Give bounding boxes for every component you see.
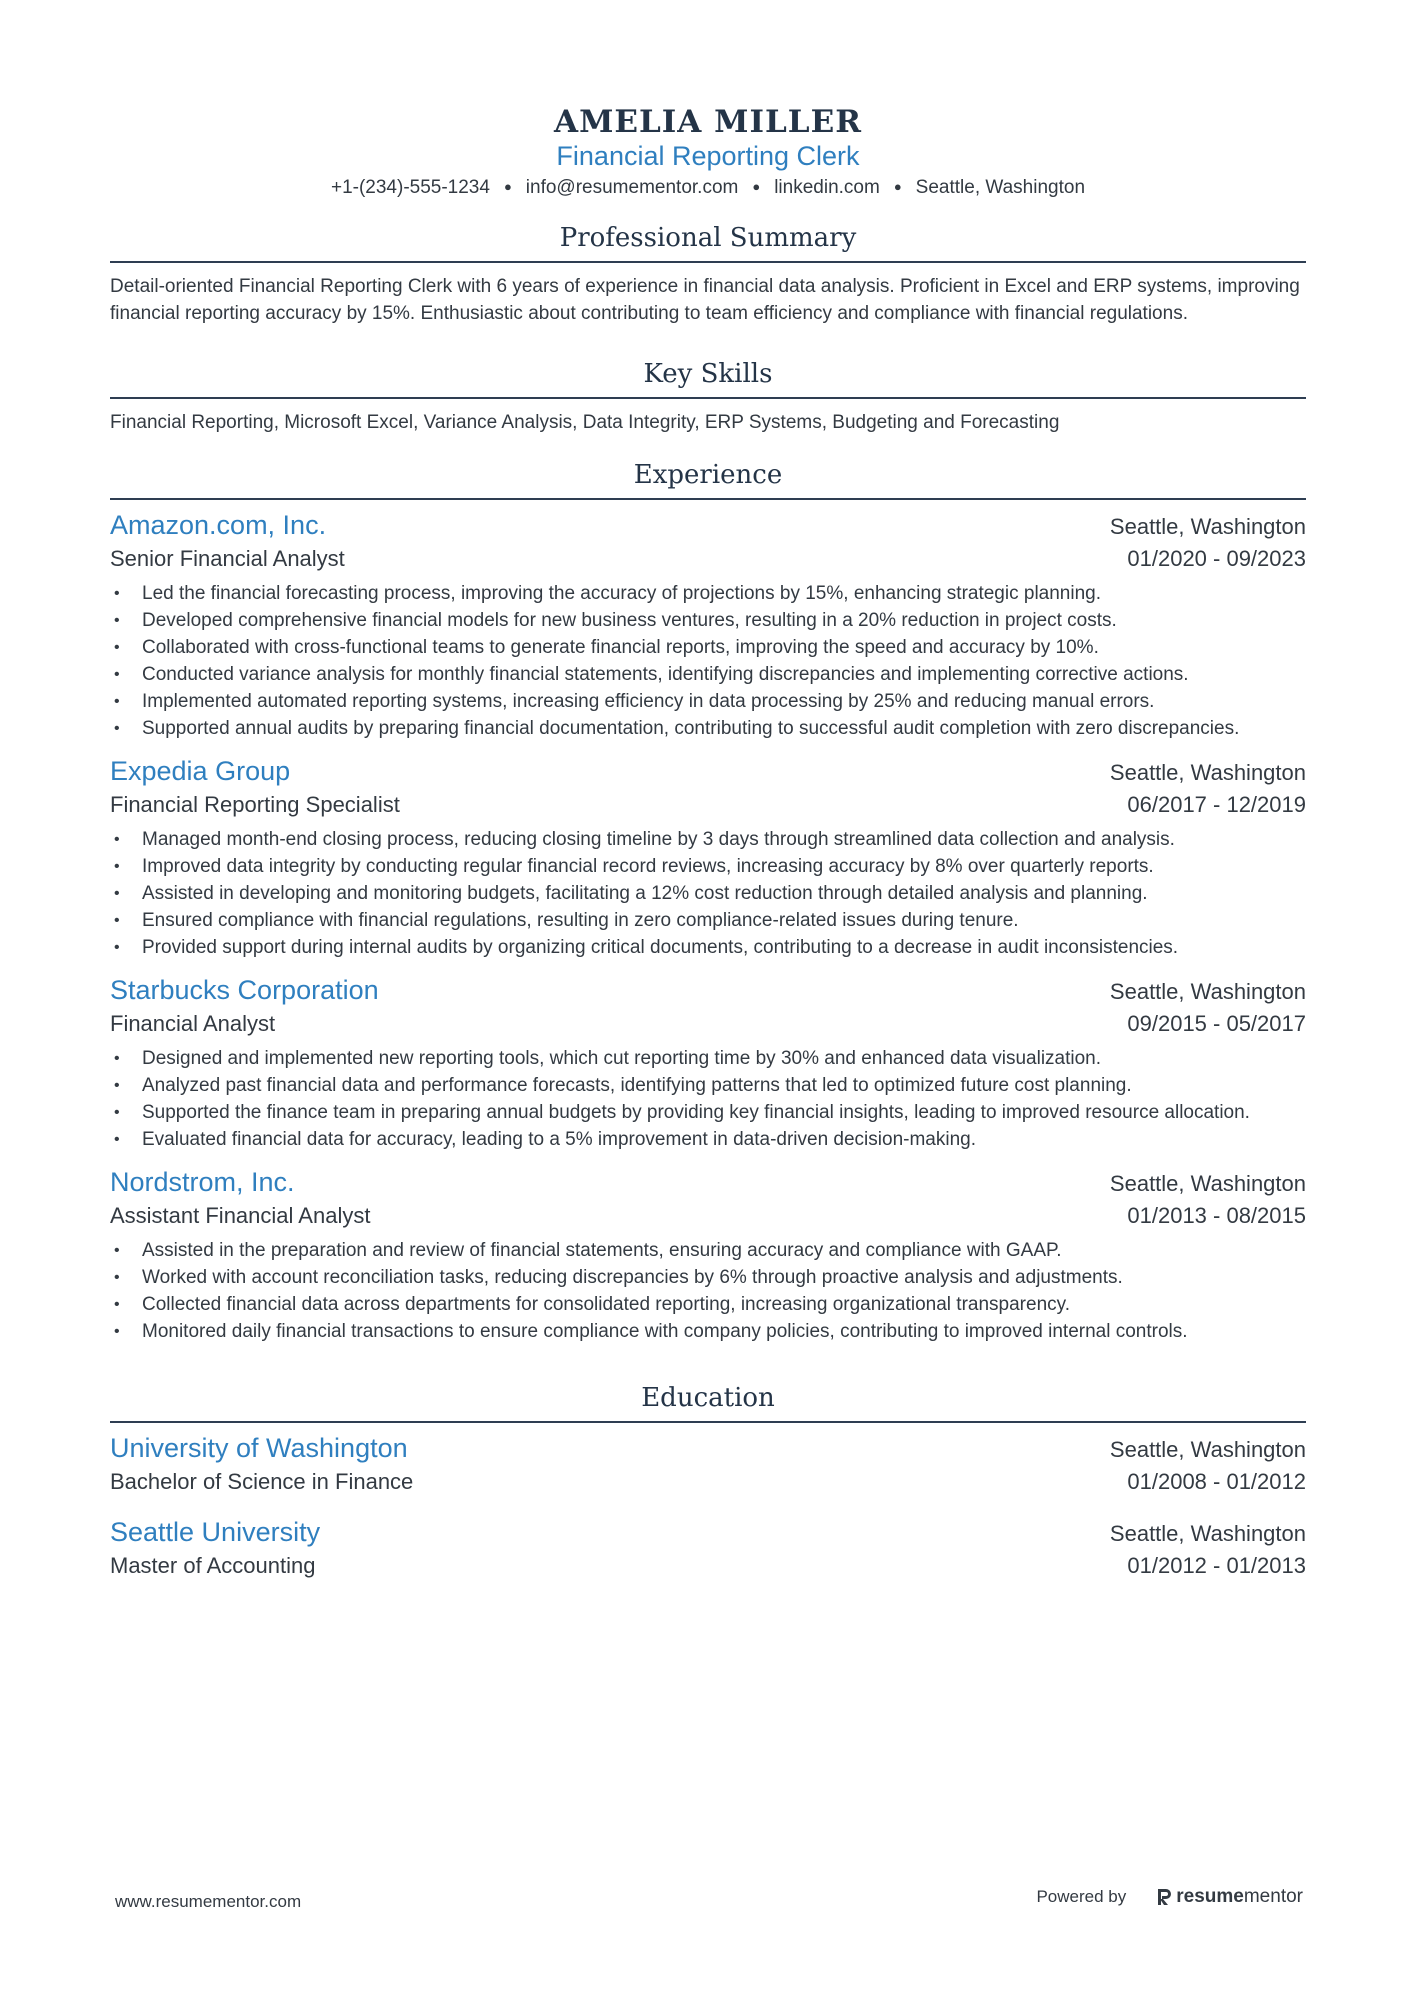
section-divider <box>110 498 1306 500</box>
powered-by-label: Powered by <box>1036 1887 1127 1906</box>
job-dates: 06/2017 - 12/2019 <box>1127 792 1306 817</box>
brand-name-bold: resume <box>1176 1886 1244 1907</box>
list-item: • Collaborated with cross-functional teams to generate financial reports, improving the speed and accuracy by 10%. <box>110 634 1306 661</box>
job-dates: 01/2020 - 09/2023 <box>1127 546 1306 571</box>
list-item: • Implemented automated reporting systems, increasing efficiency in data processing by 25% and reducing manual errors. <box>110 688 1306 715</box>
phone: +1-(234)-555-1234 <box>330 177 490 198</box>
education-entry <box>110 1515 1306 1581</box>
skills-section <box>110 357 1306 436</box>
section-heading: Professional Summary <box>559 223 857 253</box>
list-item: • Managed month-end closing process, reducing closing timeline by 3 days through streamlined data collection and analysis. <box>110 826 1306 853</box>
education-dates: 01/2012 - 01/2013 <box>1127 1553 1306 1578</box>
school-location: Seattle, Washington <box>1109 1521 1306 1546</box>
resumementor-logo-icon <box>1156 1887 1172 1907</box>
candidate-title: Financial Reporting Clerk <box>556 141 860 171</box>
location: Seattle, Washington <box>915 177 1086 198</box>
job-bullets <box>110 580 1306 742</box>
education-section <box>110 1381 1306 1581</box>
job-entry <box>110 754 1306 961</box>
job-entry <box>110 508 1306 742</box>
section-heading: Education <box>641 1383 775 1413</box>
job-role: Assistant Financial Analyst <box>110 1203 371 1228</box>
linkedin[interactable]: linkedin.com <box>774 177 880 198</box>
list-item: • Assisted in developing and monitoring budgets, facilitating a 12% cost reduction through detailed analysis and planning. <box>110 880 1306 907</box>
candidate-name: AMELIA MILLER <box>554 104 862 140</box>
list-item: • Supported annual audits by preparing financial documentation, contributing to successful audit completion with zero discrepancies. <box>110 715 1306 742</box>
brand-name-light: mentor <box>1243 1886 1303 1907</box>
summary-section <box>110 221 1306 327</box>
list-item: • Evaluated financial data for accuracy, leading to a 5% improvement in data-driven decision-making. <box>110 1126 1306 1153</box>
job-entry <box>110 1165 1306 1345</box>
list-item: • Led the financial forecasting process, improving the accuracy of projections by 15%, enhancing strategic planning. <box>110 580 1306 607</box>
job-role: Financial Reporting Specialist <box>110 792 400 817</box>
degree: Master of Accounting <box>110 1553 316 1578</box>
company-name: Amazon.com, Inc. <box>110 510 327 540</box>
resume-header <box>110 0 1306 201</box>
education-dates: 01/2008 - 01/2012 <box>1127 1469 1306 1494</box>
section-heading: Experience <box>633 460 783 490</box>
education-entry <box>110 1431 1306 1497</box>
section-heading: Key Skills <box>643 359 773 389</box>
bullet-separator: ● <box>893 179 902 194</box>
job-dates: 01/2013 - 08/2015 <box>1127 1203 1306 1228</box>
company-name: Nordstrom, Inc. <box>110 1167 295 1197</box>
list-item: • Ensured compliance with financial regulations, resulting in zero compliance-related issues during tenure. <box>110 907 1306 934</box>
list-item: • Collected financial data across departments for consolidated reporting, increasing organizational transparency. <box>110 1291 1306 1318</box>
list-item: • Developed comprehensive financial models for new business ventures, resulting in a 20% reduction in project costs. <box>110 607 1306 634</box>
list-item: • Provided support during internal audits by organizing critical documents, contributing to a decrease in audit inconsistencies. <box>110 934 1306 961</box>
job-location: Seattle, Washington <box>1109 760 1306 785</box>
degree: Bachelor of Science in Finance <box>110 1469 414 1494</box>
job-bullets <box>110 826 1306 961</box>
job-entry <box>110 973 1306 1153</box>
brand-logo[interactable] <box>1156 1886 1303 1908</box>
email[interactable]: info@resumementor.com <box>525 177 739 198</box>
company-name: Starbucks Corporation <box>110 975 379 1005</box>
list-item: • Designed and implemented new reporting tools, which cut reporting time by 30% and enhanced data visualization. <box>110 1045 1306 1072</box>
section-divider <box>110 261 1306 263</box>
job-location: Seattle, Washington <box>1109 514 1306 539</box>
resume-page <box>110 0 1306 1581</box>
job-bullets <box>110 1045 1306 1153</box>
bullet-separator: ● <box>503 179 512 194</box>
list-item: • Conducted variance analysis for monthly financial statements, identifying discrepancies and implementing corrective actions. <box>110 661 1306 688</box>
list-item: • Analyzed past financial data and performance forecasts, identifying patterns that led to optimized future cost planning. <box>110 1072 1306 1099</box>
section-divider <box>110 397 1306 399</box>
experience-section <box>110 458 1306 1345</box>
school-location: Seattle, Washington <box>1109 1437 1306 1462</box>
job-location: Seattle, Washington <box>1109 979 1306 1004</box>
job-role: Senior Financial Analyst <box>110 546 345 571</box>
skills-text: Financial Reporting, Microsoft Excel, Variance Analysis, Data Integrity, ERP Systems, Budgeting and Forecasting <box>110 412 1060 433</box>
summary-text: Detail-oriented Financial Reporting Clerk with 6 years of experience in financial data analysis. Proficient in Excel and ERP systems, improving financial reporting accuracy by 15%. Enthusiastic about contributing to team efficiency and compliance with financial regulations. <box>110 276 1300 324</box>
school-name: Seattle University <box>110 1517 321 1547</box>
job-dates: 09/2015 - 05/2017 <box>1127 1011 1306 1036</box>
list-item: • Assisted in the preparation and review of financial statements, ensuring accuracy and compliance with GAAP. <box>110 1237 1306 1264</box>
job-bullets <box>110 1237 1306 1345</box>
bullet-separator: ● <box>752 179 761 194</box>
list-item: • Monitored daily financial transactions to ensure compliance with company policies, contributing to improved internal controls. <box>110 1318 1306 1345</box>
contact-line <box>110 174 1306 201</box>
job-location: Seattle, Washington <box>1109 1171 1306 1196</box>
list-item: • Worked with account reconciliation tasks, reducing discrepancies by 6% through proactive analysis and adjustments. <box>110 1264 1306 1291</box>
job-role: Financial Analyst <box>110 1011 276 1036</box>
list-item: • Supported the finance team in preparing annual budgets by providing key financial insights, leading to improved resource allocation. <box>110 1099 1306 1126</box>
footer-powered-by <box>1036 1886 1303 1908</box>
school-name: University of Washington <box>110 1433 408 1463</box>
company-name: Expedia Group <box>110 756 291 786</box>
list-item: • Improved data integrity by conducting regular financial record reviews, increasing accuracy by 8% over quarterly reports. <box>110 853 1306 880</box>
footer-website[interactable]: www.resumementor.com <box>115 1892 302 1911</box>
section-divider <box>110 1421 1306 1423</box>
